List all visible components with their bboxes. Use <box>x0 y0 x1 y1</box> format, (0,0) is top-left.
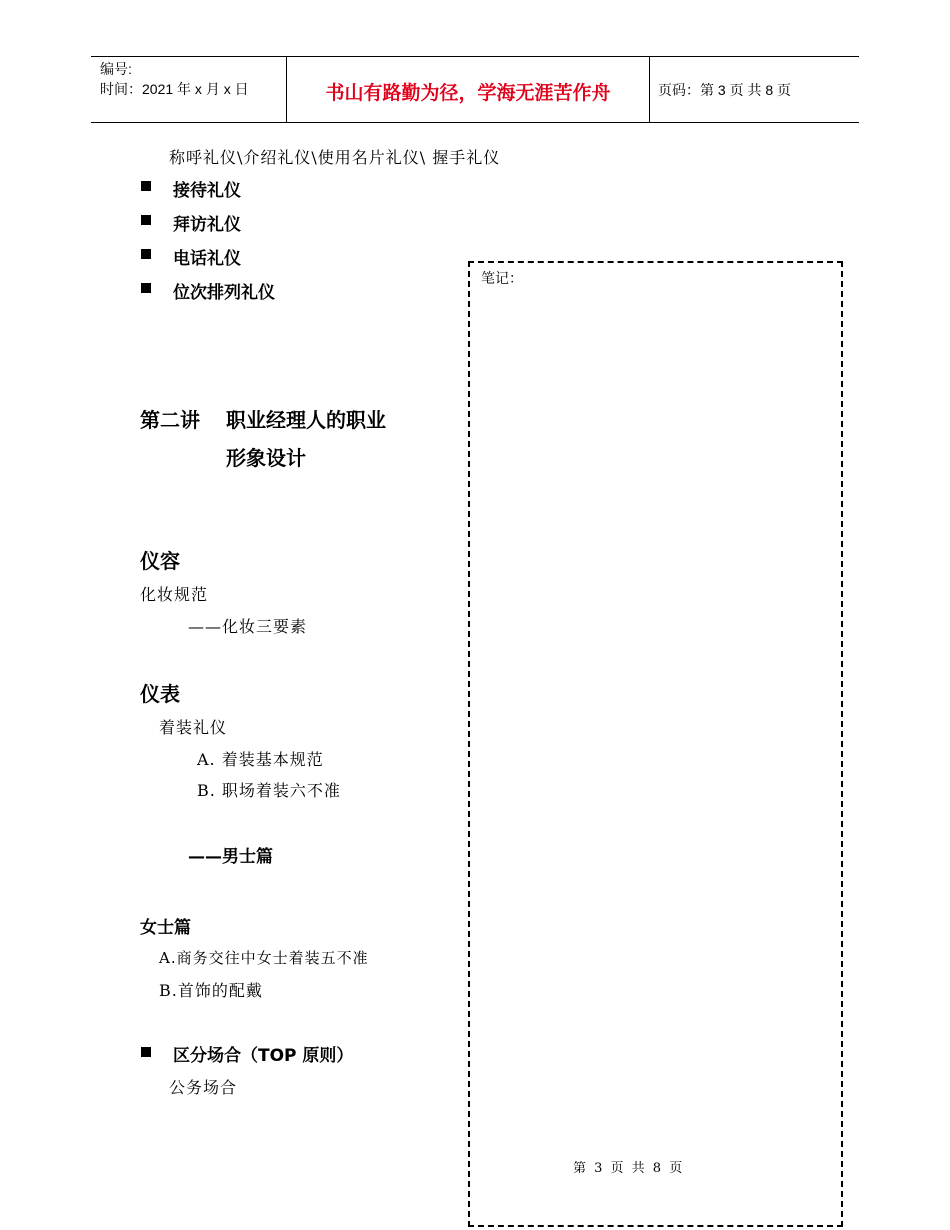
lecture-prefix: 第二讲 <box>140 408 200 432</box>
yirong-detail: ——化妆三要素 <box>188 617 308 636</box>
header-page-number: 页码：第 3 页 共 8 页 <box>658 82 792 98</box>
notes-label: 笔记： <box>481 271 523 287</box>
women-heading: 女士篇 <box>140 918 191 938</box>
intro-line: 称呼礼仪\介绍礼仪\使用名片礼仪\ 握手礼仪 <box>169 148 501 167</box>
header-motto: 书山有路勤为径，学海无涯苦作舟 <box>325 82 611 104</box>
women-item-b: B.首饰的配戴 <box>159 981 263 1000</box>
header-left-cell <box>100 59 249 99</box>
yibiao-sub: 着装礼仪 <box>159 718 228 737</box>
time-label: 时间：2021 年 x 月 x 日 <box>100 81 249 97</box>
bullet-item: 位次排列礼仪 <box>173 283 275 303</box>
footer-page-number: 第 3 页 共 8 页 <box>573 1161 685 1176</box>
section-heading-yibiao: 仪表 <box>140 682 180 706</box>
yibiao-item-b: B. 职场着装六不准 <box>197 781 341 800</box>
occasion-sub: 公务场合 <box>169 1078 238 1097</box>
bullet-item: 拜访礼仪 <box>173 215 241 235</box>
occasion-bullet: 区分场合（TOP 原则） <box>173 1046 354 1066</box>
lecture-title-line-1: 职业经理人的职业 <box>226 408 386 432</box>
header-top-rule <box>91 56 859 57</box>
bullet-item: 接待礼仪 <box>173 181 241 201</box>
bullet-item: 电话礼仪 <box>173 249 241 269</box>
bullet-square-icon <box>141 181 151 191</box>
bullet-square-icon <box>141 283 151 293</box>
men-section: ——男士篇 <box>188 847 273 867</box>
lecture-title-line-2: 形象设计 <box>226 446 306 470</box>
notes-box <box>468 261 843 1227</box>
women-item-a: A.商务交往中女士着装五不准 <box>159 949 369 967</box>
section-heading-yirong: 仪容 <box>140 549 180 573</box>
yibiao-item-a: A. 着装基本规范 <box>197 750 324 769</box>
header-divider-2 <box>649 56 650 122</box>
header-divider-1 <box>286 56 287 122</box>
yirong-sub: 化妆规范 <box>140 585 209 604</box>
bullet-square-icon <box>141 215 151 225</box>
bullet-square-icon <box>141 249 151 259</box>
code-label: 编号: <box>100 61 132 77</box>
bullet-square-icon <box>141 1047 151 1057</box>
header-bottom-rule <box>91 122 859 123</box>
